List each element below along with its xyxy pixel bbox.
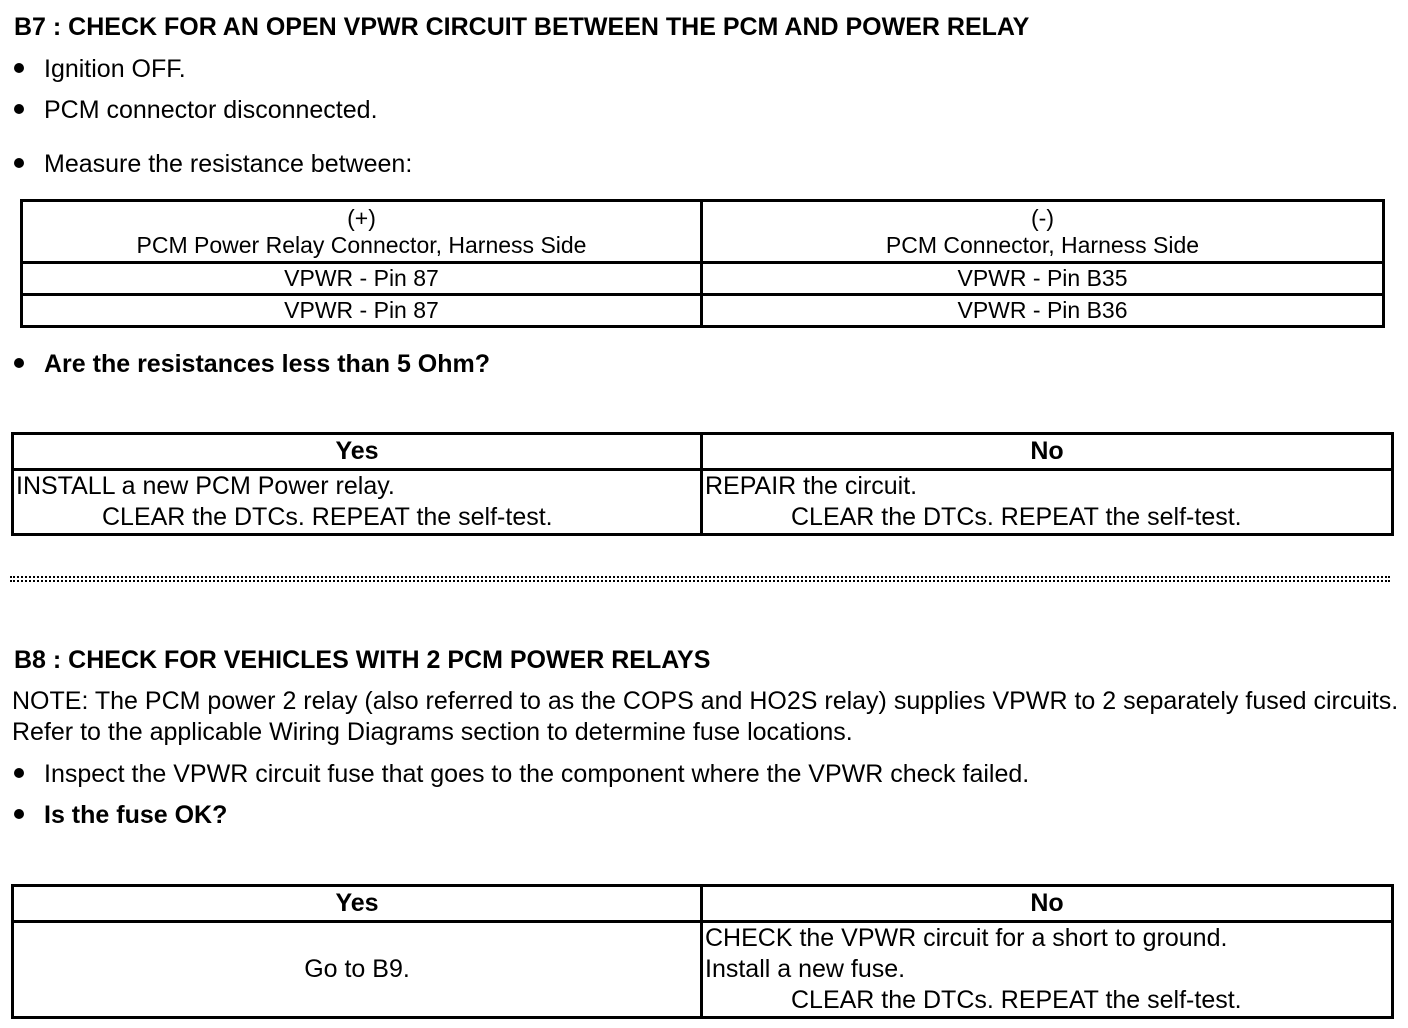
no-header: No xyxy=(702,434,1393,470)
bullet-dot-icon xyxy=(14,104,24,114)
table-row xyxy=(22,263,1384,295)
b7-measure-table xyxy=(20,199,1385,328)
b7-decision-table xyxy=(11,432,1394,536)
table-row xyxy=(13,470,1393,535)
table-row xyxy=(22,295,1384,327)
table-cell: VPWR - Pin B35 xyxy=(702,263,1384,295)
b7-bullet-connector: PCM connector disconnected. xyxy=(14,95,378,125)
b7-question: Are the resistances less than 5 Ohm? xyxy=(14,349,490,379)
b7-heading: B7 : CHECK FOR AN OPEN VPWR CIRCUIT BETWEEN THE PCM AND POWER RELAY xyxy=(14,13,1030,41)
no-cell: CHECK the VPWR circuit for a short to ground. Install a new fuse. CLEAR the DTCs. REPEAT the self-test. xyxy=(702,922,1393,1018)
table-cell: VPWR - Pin B36 xyxy=(702,295,1384,327)
plus-header-cell xyxy=(22,201,702,263)
table-header-row xyxy=(13,434,1393,470)
b8-heading: B8 : CHECK FOR VEHICLES WITH 2 PCM POWER RELAYS xyxy=(14,646,711,674)
yes-cell: Go to B9. xyxy=(13,922,702,1018)
yes-header: Yes xyxy=(13,886,702,922)
no-cell: REPAIR the circuit. CLEAR the DTCs. REPEAT the self-test. xyxy=(702,470,1393,535)
table-cell: VPWR - Pin 87 xyxy=(22,295,702,327)
table-header-row xyxy=(22,201,1384,263)
plus-sign: (+) xyxy=(347,204,376,231)
b8-question: Is the fuse OK? xyxy=(14,800,227,830)
section-divider xyxy=(10,576,1390,582)
bullet-dot-icon xyxy=(14,809,24,819)
b8-bullet-inspect: Inspect the VPWR circuit fuse that goes to the component where the VPWR check failed. xyxy=(14,759,1029,789)
minus-label: PCM Connector, Harness Side xyxy=(885,231,1200,258)
table-cell: VPWR - Pin 87 xyxy=(22,263,702,295)
b8-decision-table xyxy=(11,884,1394,1019)
table-row xyxy=(13,922,1393,1018)
no-header: No xyxy=(702,886,1393,922)
table-header-row xyxy=(13,886,1393,922)
minus-sign: (-) xyxy=(1031,204,1054,231)
bullet-dot-icon xyxy=(14,63,24,73)
plus-label: PCM Power Relay Connector, Harness Side xyxy=(136,231,587,258)
yes-cell: INSTALL a new PCM Power relay. CLEAR the DTCs. REPEAT the self-test. xyxy=(13,470,702,535)
b7-bullet-ignition: Ignition OFF. xyxy=(14,54,186,84)
bullet-dot-icon xyxy=(14,768,24,778)
minus-header-cell xyxy=(702,201,1384,263)
b8-note: NOTE: The PCM power 2 relay (also referred to as the COPS and HO2S relay) supplies VPWR to 2 separately fused circuits. Refer to the applicable Wiring Diagrams section to determine fuse locations. xyxy=(12,687,1399,746)
bullet-dot-icon xyxy=(14,358,24,368)
bullet-dot-icon xyxy=(14,158,24,168)
b7-bullet-measure: Measure the resistance between: xyxy=(14,149,412,179)
yes-header: Yes xyxy=(13,434,702,470)
